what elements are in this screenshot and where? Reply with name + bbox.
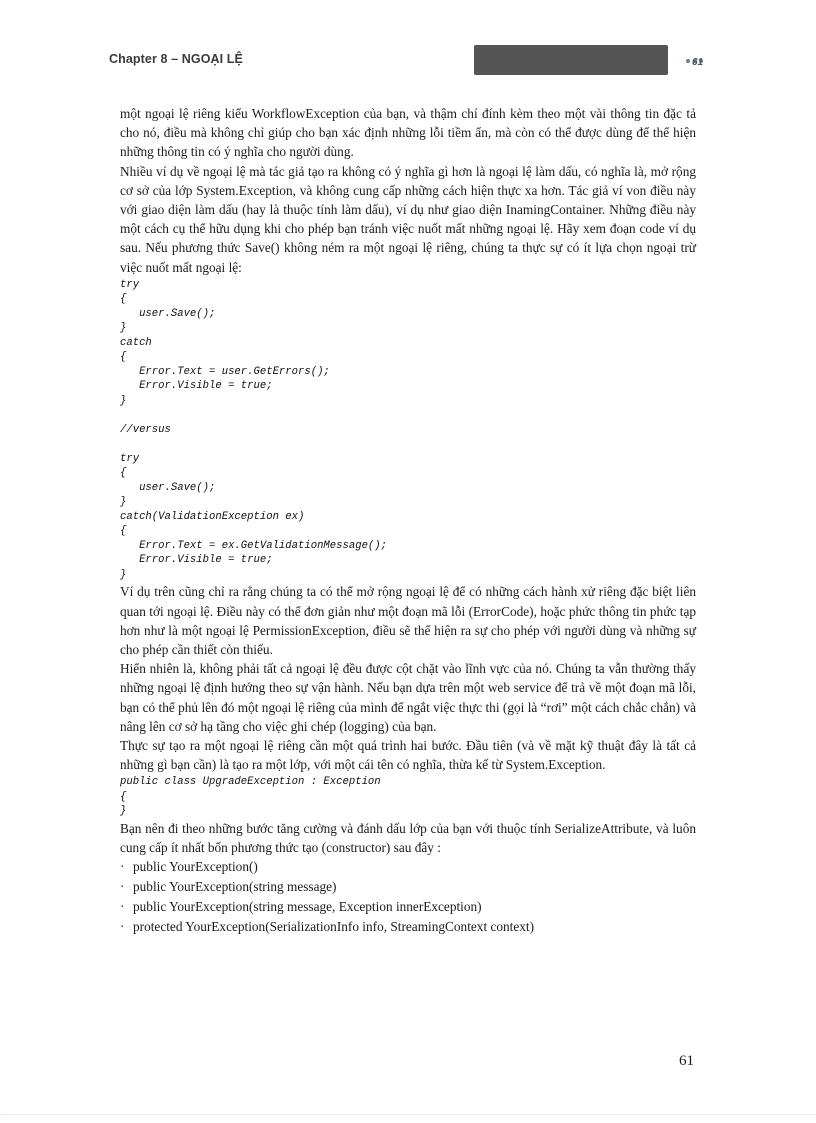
list-item: · protected YourException(SerializationInfo info, StreamingContext context): [120, 917, 696, 937]
list-item: · public YourException(string message, Exception innerException): [120, 897, 696, 917]
list-item: · public YourException(string message): [120, 877, 696, 897]
chapter-title: Chapter 8 – NGOẠI LỆ: [109, 52, 243, 66]
code-block: public class UpgradeException : Exception { }: [120, 776, 381, 818]
paragraph: Nhiều ví dụ về ngoại lệ mà tác giả tạo ra không có ý nghĩa gì hơn là ngoại lệ làm dấu, có nghĩa là, mở rộng cơ sở của lớp System.Exception, và không cung cấp những cách hiện thực xa hơn. Tác giả ví von điều này với giao diện làm dấu (hay là thuộc tính làm dấu), ví dụ như giao diện InamingContainer. Những điều này một cách cụ thể hữu dụng khi cho phép bạn tránh việc nuốt mất những ngoại lệ. Hãy xem đoạn code ví dụ sau. Nếu phương thức Save() không ném ra một ngoại lệ riêng, chúng ta thực sự có ít lựa chọn ngoại trừ việc nuốt mất ngoại lệ:: [120, 163, 696, 275]
header-bar: [474, 45, 668, 75]
paragraph: Hiển nhiên là, không phải tất cả ngoại lệ đều được cột chặt vào lĩnh vực của nó. Chúng ta vẫn thường thấy những ngoại lệ định hướng theo sự vận hành. Nếu bạn dựa trên một web service để trả về một đoạn mã lỗi, bạn có thể phủ lên đó một ngoại lệ riêng của mình để ngắt việc thực thi (gọi là “rơi” một cách chắc chắn) và nâng lên cơ sở hạ tầng cho việc ghi chép (logging) của bạn.: [120, 661, 696, 734]
paragraph: một ngoại lệ riêng kiểu WorkflowException của bạn, và thậm chí đính kèm theo một vài thông tin đặc tả cho nó, điều mà không chỉ giúp cho bạn xác định những lỗi tiềm ẩn, mà còn có thể được dùng để thể hiện những thông tin có ý nghĩa cho người dùng.: [120, 106, 696, 160]
page-content: [120, 104, 696, 936]
list-item: · public YourException(): [120, 857, 696, 877]
header-page-number: 61: [692, 57, 704, 68]
constructor-list: [120, 857, 696, 936]
bottom-rule: [0, 1114, 816, 1115]
paragraph: Thực sự tạo ra một ngoại lệ riêng cần một quá trình hai bước. Đầu tiên (và về mặt kỹ thuật đây là tất cả những gì bạn cần) là tạo ra một lớp, với một cái tên có nghĩa, thừa kế từ System.Exception.: [120, 737, 696, 773]
footer-page-number: 61: [679, 1053, 694, 1069]
code-block: try { user.Save(); } catch { Error.Text = user.GetErrors(); Error.Visible = true; } //versus try { user.Save(); } catch(ValidationException ex) { Error.Text = ex.GetValidationMessage(); Error.Visible = true; }: [120, 278, 388, 581]
paragraph: Ví dụ trên cũng chỉ ra rằng chúng ta có thể mở rộng ngoại lệ để có những cách hành xử riêng đặc biệt liên quan tới ngoại lệ. Điều này có thể đơn giản như một đoạn mã lỗi (ErrorCode), hoặc phức thông tin phức tạp hơn như là một ngoại lệ PermissionException, điều sẽ thể hiện ra sự cho phép với người dùng và những sự cho phép cần thiết còn thiếu.: [120, 584, 696, 657]
paragraph: Bạn nên đi theo những bước tăng cường và đánh dấu lớp của bạn với thuộc tính SerializeAttribute, và luôn cung cấp ít nhất bốn phương thức tạo (constructor) sau đây :: [120, 820, 696, 856]
